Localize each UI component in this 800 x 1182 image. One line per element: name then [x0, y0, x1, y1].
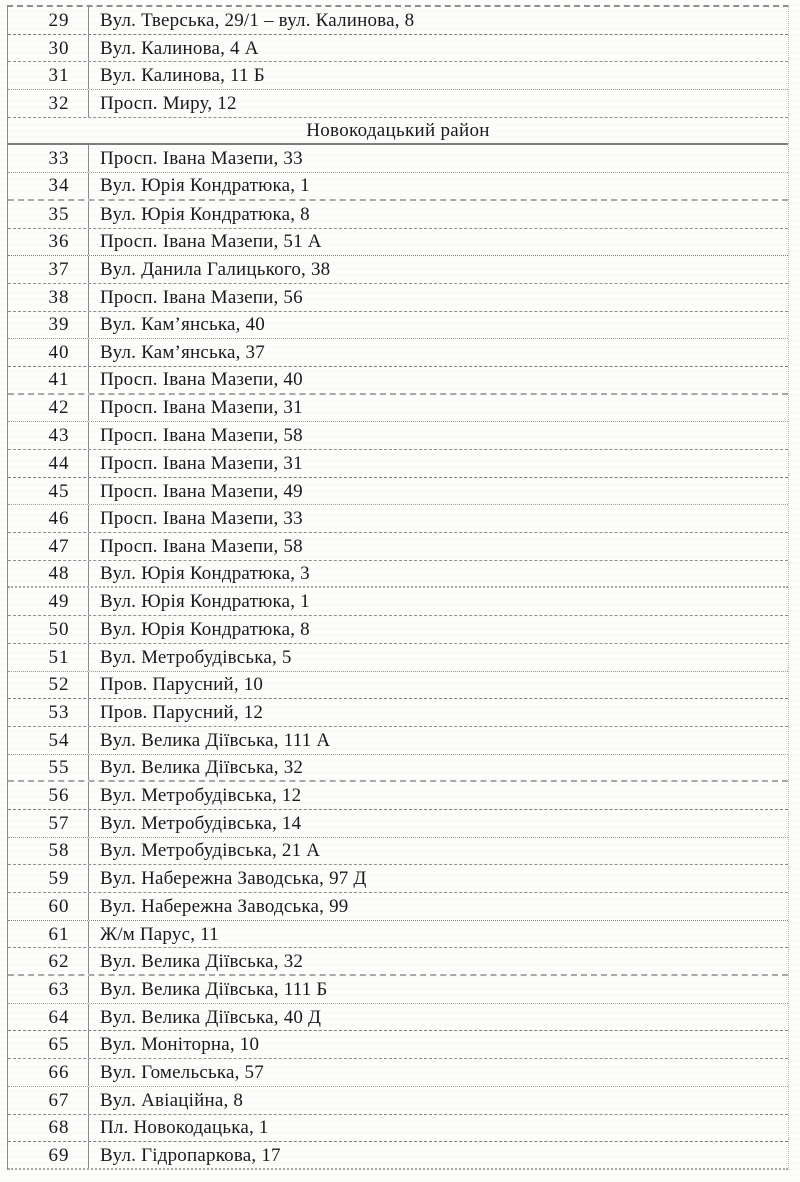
address-cell: Вул. Калинова, 4 А: [100, 38, 259, 58]
address-cell: Вул. Метробудівська, 12: [100, 786, 302, 806]
row-number-cell: 36: [8, 229, 89, 256]
row-number-cell: 40: [8, 339, 89, 366]
table-row: [8, 921, 788, 949]
address-cell: Вул. Набережна Заводська, 99: [100, 896, 349, 916]
row-number-cell: 44: [8, 450, 89, 477]
address-cell: Пл. Новокодацька, 1: [100, 1118, 269, 1138]
table-row: [8, 1004, 788, 1032]
row-number-cell: 31: [8, 62, 89, 89]
row-number-cell: 60: [8, 893, 89, 920]
row-number-cell: 33: [8, 145, 89, 172]
address-cell: Вул. Набережна Заводська, 97 Д: [100, 869, 367, 889]
table-row: [8, 727, 788, 755]
row-number-cell: 50: [8, 616, 89, 643]
row-number-cell: 42: [8, 395, 89, 422]
row-number-cell: 66: [8, 1059, 89, 1086]
table-row: [8, 616, 788, 644]
address-cell: Вул. Гомельська, 57: [100, 1062, 264, 1082]
row-number-cell: 46: [8, 505, 89, 532]
address-cell: Пров. Парусний, 12: [100, 703, 264, 723]
address-cell: Вул. Метробудівська, 5: [100, 647, 292, 667]
row-number-cell: 57: [8, 810, 89, 837]
row-number-cell: 32: [8, 90, 89, 117]
table-row: [8, 173, 788, 201]
address-cell: Вул. Кам’янська, 40: [100, 315, 265, 335]
row-number-cell: 69: [8, 1142, 89, 1168]
row-number-cell: 61: [8, 921, 89, 948]
table-row: [8, 62, 788, 90]
table-row: [8, 533, 788, 561]
row-number-cell: 49: [8, 588, 89, 615]
address-cell: Вул. Юрія Кондратюка, 8: [100, 619, 310, 639]
address-cell: Просп. Івана Мазепи, 56: [100, 287, 303, 307]
row-number-cell: 67: [8, 1087, 89, 1114]
address-cell: Вул. Велика Діївська, 32: [100, 757, 304, 777]
table-row: [8, 755, 788, 783]
row-number-cell: 55: [8, 755, 89, 781]
address-cell: Вул. Кам’янська, 37: [100, 343, 265, 363]
address-cell: Просп. Івана Мазепи, 49: [100, 481, 303, 501]
address-cell: Просп. Івана Мазепи, 51 А: [100, 232, 322, 252]
row-number-cell: 62: [8, 948, 89, 974]
section-title: Новокодацький район: [306, 120, 490, 142]
row-number-cell: 63: [8, 976, 89, 1003]
table-row: [8, 561, 788, 589]
address-cell: Вул. Велика Діївська, 111 Б: [100, 979, 328, 999]
address-cell: Вул. Велика Діївська, 40 Д: [100, 1007, 322, 1027]
address-cell: Вул. Тверська, 29/1 – вул. Калинова, 8: [100, 10, 415, 30]
row-number-cell: 51: [8, 644, 89, 671]
section-header-row: [8, 118, 788, 146]
table-row: [8, 422, 788, 450]
address-cell: Вул. Юрія Кондратюка, 8: [100, 204, 310, 224]
table-row: [8, 672, 788, 700]
address-cell: Вул. Юрія Кондратюка, 3: [100, 564, 310, 584]
row-number-cell: 39: [8, 312, 89, 339]
row-number-cell: 64: [8, 1004, 89, 1031]
address-cell: Вул. Велика Діївська, 111 А: [100, 730, 331, 750]
row-number-cell: 30: [8, 35, 89, 62]
row-number-cell: 56: [8, 782, 89, 809]
row-number-cell: 58: [8, 838, 89, 865]
row-number-cell: 52: [8, 672, 89, 699]
table-row: [8, 339, 788, 367]
table-row: [8, 865, 788, 893]
row-number-cell: 29: [8, 7, 89, 34]
table-row: [8, 1031, 788, 1059]
row-number-cell: 65: [8, 1031, 89, 1058]
table-row: [8, 229, 788, 257]
table-row: [8, 782, 788, 810]
table-row: [8, 1142, 788, 1170]
table-row: [8, 367, 788, 395]
address-cell: Пров. Парусний, 10: [100, 675, 264, 695]
address-cell: Вул. Гідропаркова, 17: [100, 1145, 281, 1165]
address-cell: Вул. Велика Діївська, 32: [100, 951, 304, 971]
table-row: [8, 976, 788, 1004]
address-cell: Ж/м Парус, 11: [100, 924, 219, 944]
table-row: [8, 810, 788, 838]
address-cell: Просп. Івана Мазепи, 58: [100, 536, 303, 556]
table-row: [8, 450, 788, 478]
row-number-cell: 34: [8, 173, 89, 199]
row-number-cell: 37: [8, 256, 89, 283]
address-cell: Просп. Івана Мазепи, 58: [100, 426, 303, 446]
table-row: [8, 7, 788, 35]
table-row: [8, 588, 788, 616]
address-cell: Просп. Івана Мазепи, 33: [100, 509, 303, 529]
table-row: [8, 505, 788, 533]
table-row: [8, 145, 788, 173]
address-cell: Вул. Калинова, 11 Б: [100, 66, 265, 86]
table-row: [8, 1087, 788, 1115]
address-cell: Вул. Метробудівська, 14: [100, 813, 302, 833]
table-row: [8, 284, 788, 312]
address-cell: Просп. Миру, 12: [100, 93, 237, 113]
address-cell: Вул. Метробудівська, 21 А: [100, 841, 321, 861]
table-row: [8, 201, 788, 229]
row-number-cell: 68: [8, 1115, 89, 1142]
address-cell: Вул. Авіаційна, 8: [100, 1090, 244, 1110]
table-row: [8, 478, 788, 506]
table-row: [8, 948, 788, 976]
table-row: [8, 893, 788, 921]
address-cell: Вул. Моніторна, 10: [100, 1035, 260, 1055]
table-row: [8, 838, 788, 866]
row-number-cell: 59: [8, 865, 89, 892]
address-cell: Вул. Юрія Кондратюка, 1: [100, 176, 310, 196]
row-number-cell: 45: [8, 478, 89, 505]
table-row: [8, 35, 788, 63]
row-number-cell: 35: [8, 201, 89, 228]
row-number-cell: 47: [8, 533, 89, 560]
address-cell: Просп. Івана Мазепи, 40: [100, 370, 303, 390]
address-table: [7, 5, 789, 1170]
row-number-cell: 48: [8, 561, 89, 587]
table-row: [8, 395, 788, 423]
address-cell: Вул. Юрія Кондратюка, 1: [100, 592, 310, 612]
table-row: [8, 644, 788, 672]
row-number-cell: 53: [8, 699, 89, 726]
table-row: [8, 90, 788, 118]
address-cell: Просп. Івана Мазепи, 33: [100, 149, 303, 169]
address-cell: Вул. Данила Галицького, 38: [100, 260, 331, 280]
table-row: [8, 312, 788, 340]
address-cell: Просп. Івана Мазепи, 31: [100, 453, 303, 473]
row-number-cell: 41: [8, 367, 89, 393]
table-row: [8, 256, 788, 284]
table-row: [8, 1059, 788, 1087]
table-row: [8, 1115, 788, 1143]
row-number-cell: 43: [8, 422, 89, 449]
row-number-cell: 54: [8, 727, 89, 754]
table-row: [8, 699, 788, 727]
row-number-cell: 38: [8, 284, 89, 311]
address-cell: Просп. Івана Мазепи, 31: [100, 398, 303, 418]
